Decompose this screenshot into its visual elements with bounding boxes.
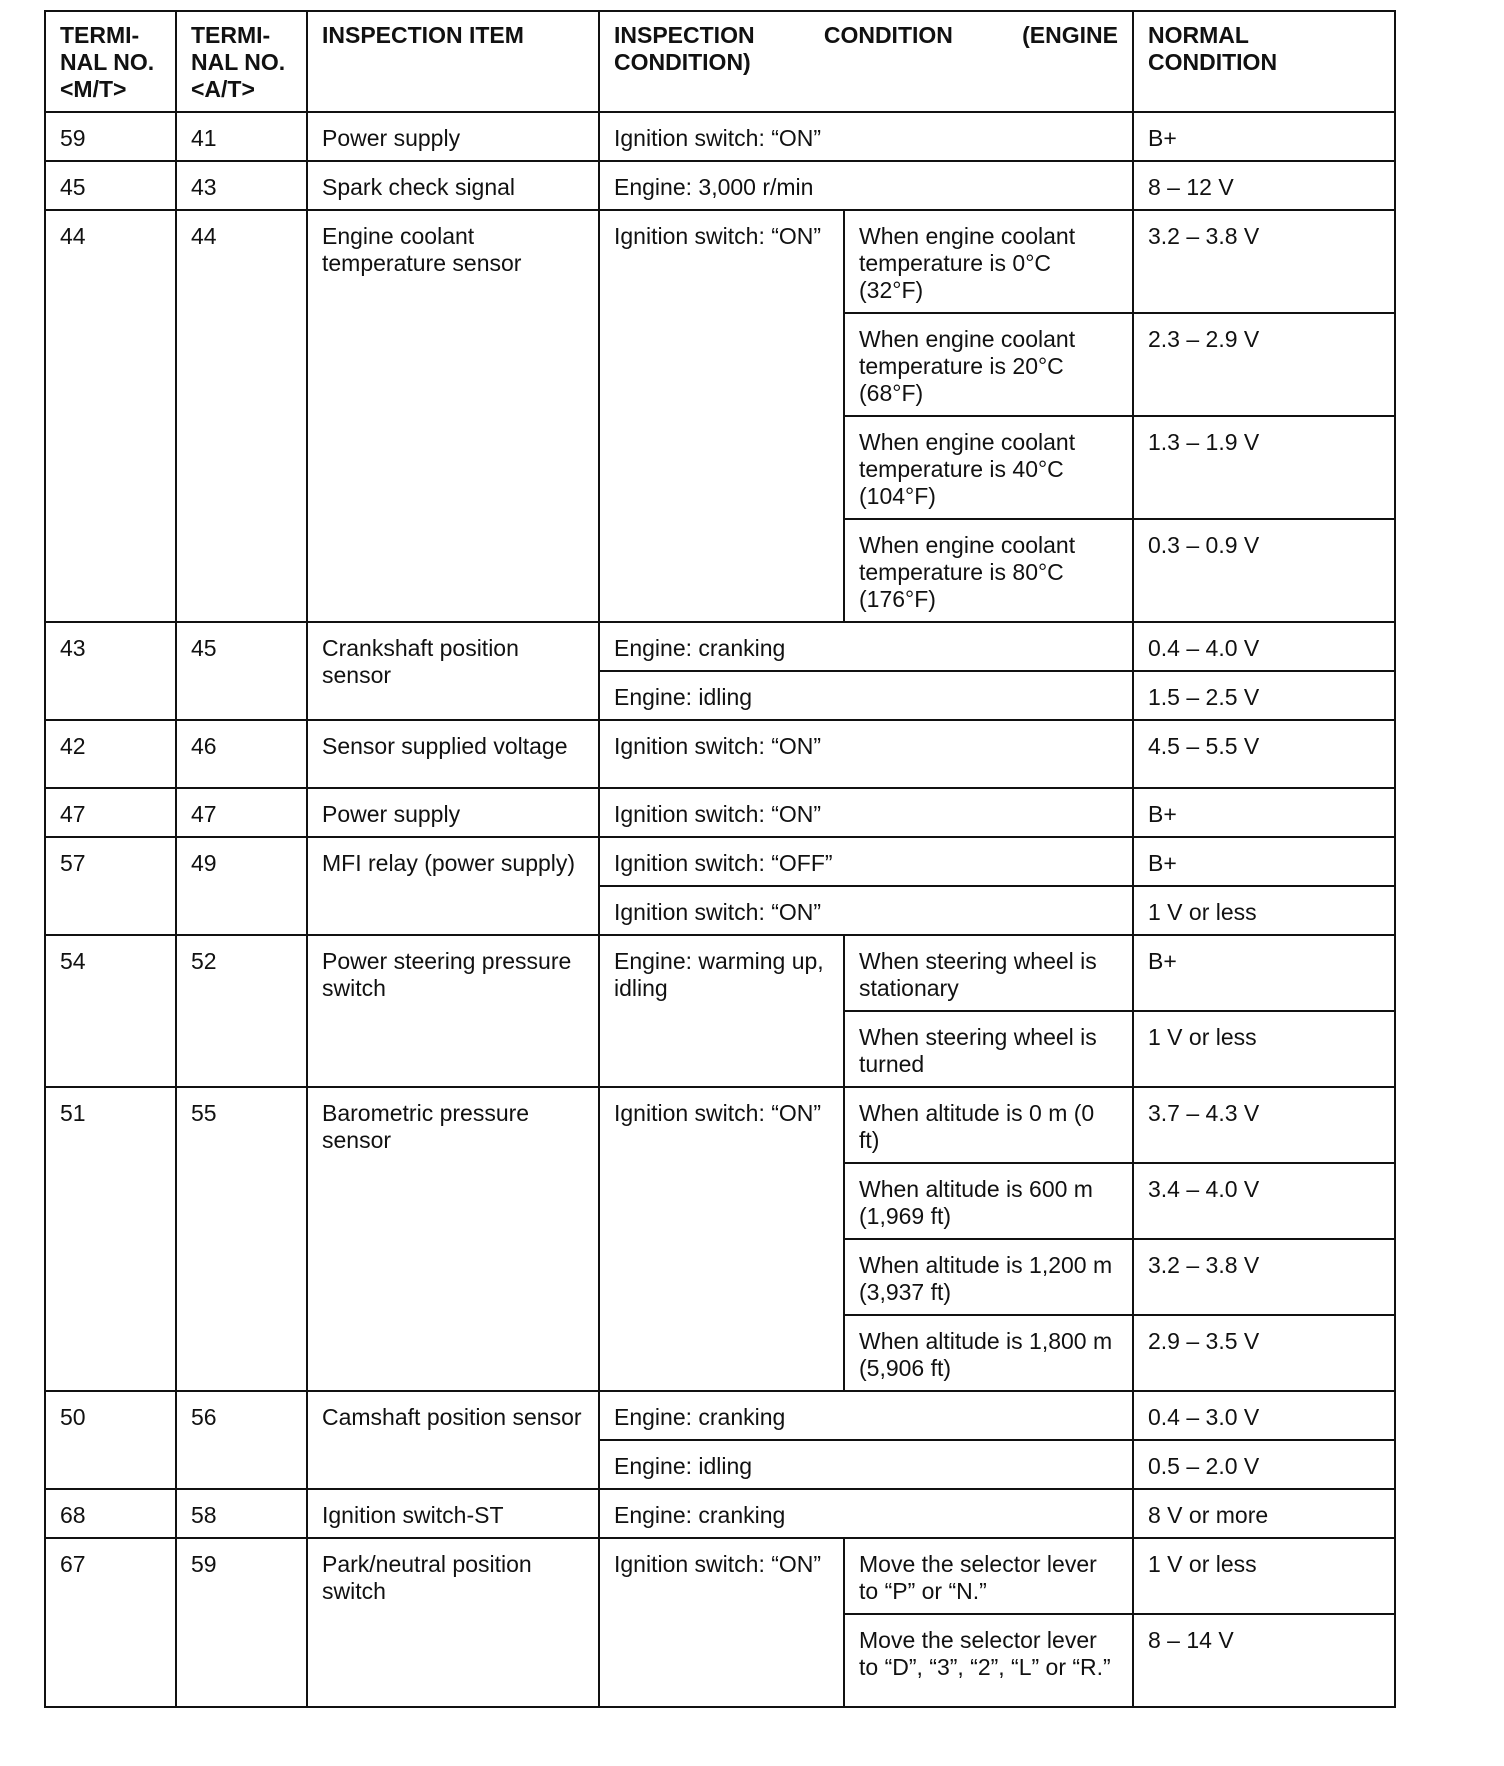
header-normal-condition: NORMAL CONDITION <box>1133 11 1395 112</box>
terminal-mt-cell: 44 <box>45 210 176 622</box>
table-row <box>45 788 1395 837</box>
normal-condition-cell: 0.4 – 3.0 V <box>1133 1391 1395 1440</box>
normal-condition-cell: 3.4 – 4.0 V <box>1133 1163 1395 1239</box>
terminal-mt-cell: 43 <box>45 622 176 720</box>
sub-condition-cell: When altitude is 1,200 m (3,937 ft) <box>844 1239 1133 1315</box>
terminal-inspection-table <box>44 10 1396 1708</box>
inspection-condition-cell: Engine: warming up, idling <box>599 935 844 1087</box>
inspection-condition-cell: Engine: cranking <box>599 1489 1133 1538</box>
inspection-condition-cell: Engine: cranking <box>599 622 1133 671</box>
header-condition-line1: INSPECTION CONDITION (ENGINE <box>614 22 1118 48</box>
table-row <box>45 720 1395 788</box>
terminal-mt-cell: 54 <box>45 935 176 1087</box>
normal-condition-cell: 1 V or less <box>1133 1011 1395 1087</box>
normal-condition-cell: 3.2 – 3.8 V <box>1133 1239 1395 1315</box>
normal-condition-cell: B+ <box>1133 935 1395 1011</box>
terminal-at-cell: 43 <box>176 161 307 210</box>
table-row <box>45 1538 1395 1614</box>
sub-condition-cell: When engine coolant temperature is 40°C (104°F) <box>844 416 1133 519</box>
normal-condition-cell: 0.5 – 2.0 V <box>1133 1440 1395 1489</box>
normal-condition-cell: 2.9 – 3.5 V <box>1133 1315 1395 1391</box>
inspection-condition-cell: Engine: idling <box>599 671 1133 720</box>
inspection-item-cell: Sensor supplied voltage <box>307 720 599 788</box>
inspection-condition-cell: Ignition switch: “ON” <box>599 720 1133 788</box>
normal-condition-cell: 8 V or more <box>1133 1489 1395 1538</box>
header-terminal-at: TERMI-NAL NO. <A/T> <box>176 11 307 112</box>
header-inspection-condition <box>599 11 1133 112</box>
inspection-item-cell: MFI relay (power supply) <box>307 837 599 935</box>
inspection-item-cell: Camshaft position sensor <box>307 1391 599 1489</box>
inspection-item-cell: Crankshaft position sensor <box>307 622 599 720</box>
inspection-condition-cell: Engine: 3,000 r/min <box>599 161 1133 210</box>
header-row <box>45 11 1395 112</box>
terminal-at-cell: 59 <box>176 1538 307 1707</box>
inspection-item-cell: Ignition switch-ST <box>307 1489 599 1538</box>
table-row <box>45 837 1395 886</box>
table-row <box>45 161 1395 210</box>
terminal-at-cell: 56 <box>176 1391 307 1489</box>
terminal-mt-cell: 42 <box>45 720 176 788</box>
normal-condition-cell: 4.5 – 5.5 V <box>1133 720 1395 788</box>
normal-condition-cell: B+ <box>1133 112 1395 161</box>
inspection-item-cell: Barometric pressure sensor <box>307 1087 599 1391</box>
table-row <box>45 112 1395 161</box>
terminal-at-cell: 41 <box>176 112 307 161</box>
sub-condition-cell: When engine coolant temperature is 20°C (68°F) <box>844 313 1133 416</box>
inspection-item-cell: Power supply <box>307 788 599 837</box>
normal-condition-cell: 1.3 – 1.9 V <box>1133 416 1395 519</box>
terminal-at-cell: 45 <box>176 622 307 720</box>
normal-condition-cell: B+ <box>1133 788 1395 837</box>
sub-condition-cell: Move the selector lever to “D”, “3”, “2”, “L” or “R.” <box>844 1614 1133 1707</box>
table-row <box>45 1087 1395 1163</box>
normal-condition-cell: 8 – 14 V <box>1133 1614 1395 1707</box>
table-row <box>45 210 1395 313</box>
inspection-condition-cell: Ignition switch: “ON” <box>599 788 1133 837</box>
normal-condition-cell: 0.4 – 4.0 V <box>1133 622 1395 671</box>
normal-condition-cell: 2.3 – 2.9 V <box>1133 313 1395 416</box>
sub-condition-cell: When steering wheel is turned <box>844 1011 1133 1087</box>
table-row <box>45 622 1395 671</box>
inspection-condition-cell: Engine: cranking <box>599 1391 1133 1440</box>
inspection-item-cell: Power supply <box>307 112 599 161</box>
inspection-condition-cell: Ignition switch: “OFF” <box>599 837 1133 886</box>
terminal-mt-cell: 59 <box>45 112 176 161</box>
normal-condition-cell: 1 V or less <box>1133 886 1395 935</box>
inspection-condition-cell: Ignition switch: “ON” <box>599 210 844 622</box>
terminal-at-cell: 55 <box>176 1087 307 1391</box>
sub-condition-cell: When altitude is 0 m (0 ft) <box>844 1087 1133 1163</box>
terminal-at-cell: 58 <box>176 1489 307 1538</box>
terminal-mt-cell: 45 <box>45 161 176 210</box>
normal-condition-cell: 1.5 – 2.5 V <box>1133 671 1395 720</box>
inspection-condition-cell: Ignition switch: “ON” <box>599 112 1133 161</box>
normal-condition-cell: 1 V or less <box>1133 1538 1395 1614</box>
inspection-condition-cell: Ignition switch: “ON” <box>599 1538 844 1707</box>
terminal-mt-cell: 68 <box>45 1489 176 1538</box>
terminal-mt-cell: 57 <box>45 837 176 935</box>
sub-condition-cell: When steering wheel is stationary <box>844 935 1133 1011</box>
header-terminal-mt: TERMI-NAL NO. <M/T> <box>45 11 176 112</box>
header-inspection-item: INSPECTION ITEM <box>307 11 599 112</box>
inspection-condition-cell: Ignition switch: “ON” <box>599 1087 844 1391</box>
terminal-mt-cell: 67 <box>45 1538 176 1707</box>
normal-condition-cell: B+ <box>1133 837 1395 886</box>
inspection-item-cell: Park/neutral position switch <box>307 1538 599 1707</box>
table-row <box>45 1489 1395 1538</box>
terminal-at-cell: 52 <box>176 935 307 1087</box>
normal-condition-cell: 3.2 – 3.8 V <box>1133 210 1395 313</box>
inspection-condition-cell: Engine: idling <box>599 1440 1133 1489</box>
terminal-at-cell: 49 <box>176 837 307 935</box>
normal-condition-cell: 3.7 – 4.3 V <box>1133 1087 1395 1163</box>
terminal-mt-cell: 51 <box>45 1087 176 1391</box>
header-condition-line2: CONDITION) <box>614 49 751 75</box>
normal-condition-cell: 0.3 – 0.9 V <box>1133 519 1395 622</box>
normal-condition-cell: 8 – 12 V <box>1133 161 1395 210</box>
inspection-condition-cell: Ignition switch: “ON” <box>599 886 1133 935</box>
terminal-at-cell: 44 <box>176 210 307 622</box>
terminal-at-cell: 47 <box>176 788 307 837</box>
terminal-mt-cell: 50 <box>45 1391 176 1489</box>
table-row <box>45 935 1395 1011</box>
sub-condition-cell: Move the selector lever to “P” or “N.” <box>844 1538 1133 1614</box>
table-row <box>45 1391 1395 1440</box>
sub-condition-cell: When altitude is 1,800 m (5,906 ft) <box>844 1315 1133 1391</box>
terminal-mt-cell: 47 <box>45 788 176 837</box>
sub-condition-cell: When altitude is 600 m (1,969 ft) <box>844 1163 1133 1239</box>
inspection-item-cell: Engine coolant temperature sensor <box>307 210 599 622</box>
inspection-item-cell: Spark check signal <box>307 161 599 210</box>
terminal-at-cell: 46 <box>176 720 307 788</box>
inspection-item-cell: Power steering pressure switch <box>307 935 599 1087</box>
sub-condition-cell: When engine coolant temperature is 80°C (176°F) <box>844 519 1133 622</box>
table-body <box>45 112 1395 1707</box>
sub-condition-cell: When engine coolant temperature is 0°C (32°F) <box>844 210 1133 313</box>
